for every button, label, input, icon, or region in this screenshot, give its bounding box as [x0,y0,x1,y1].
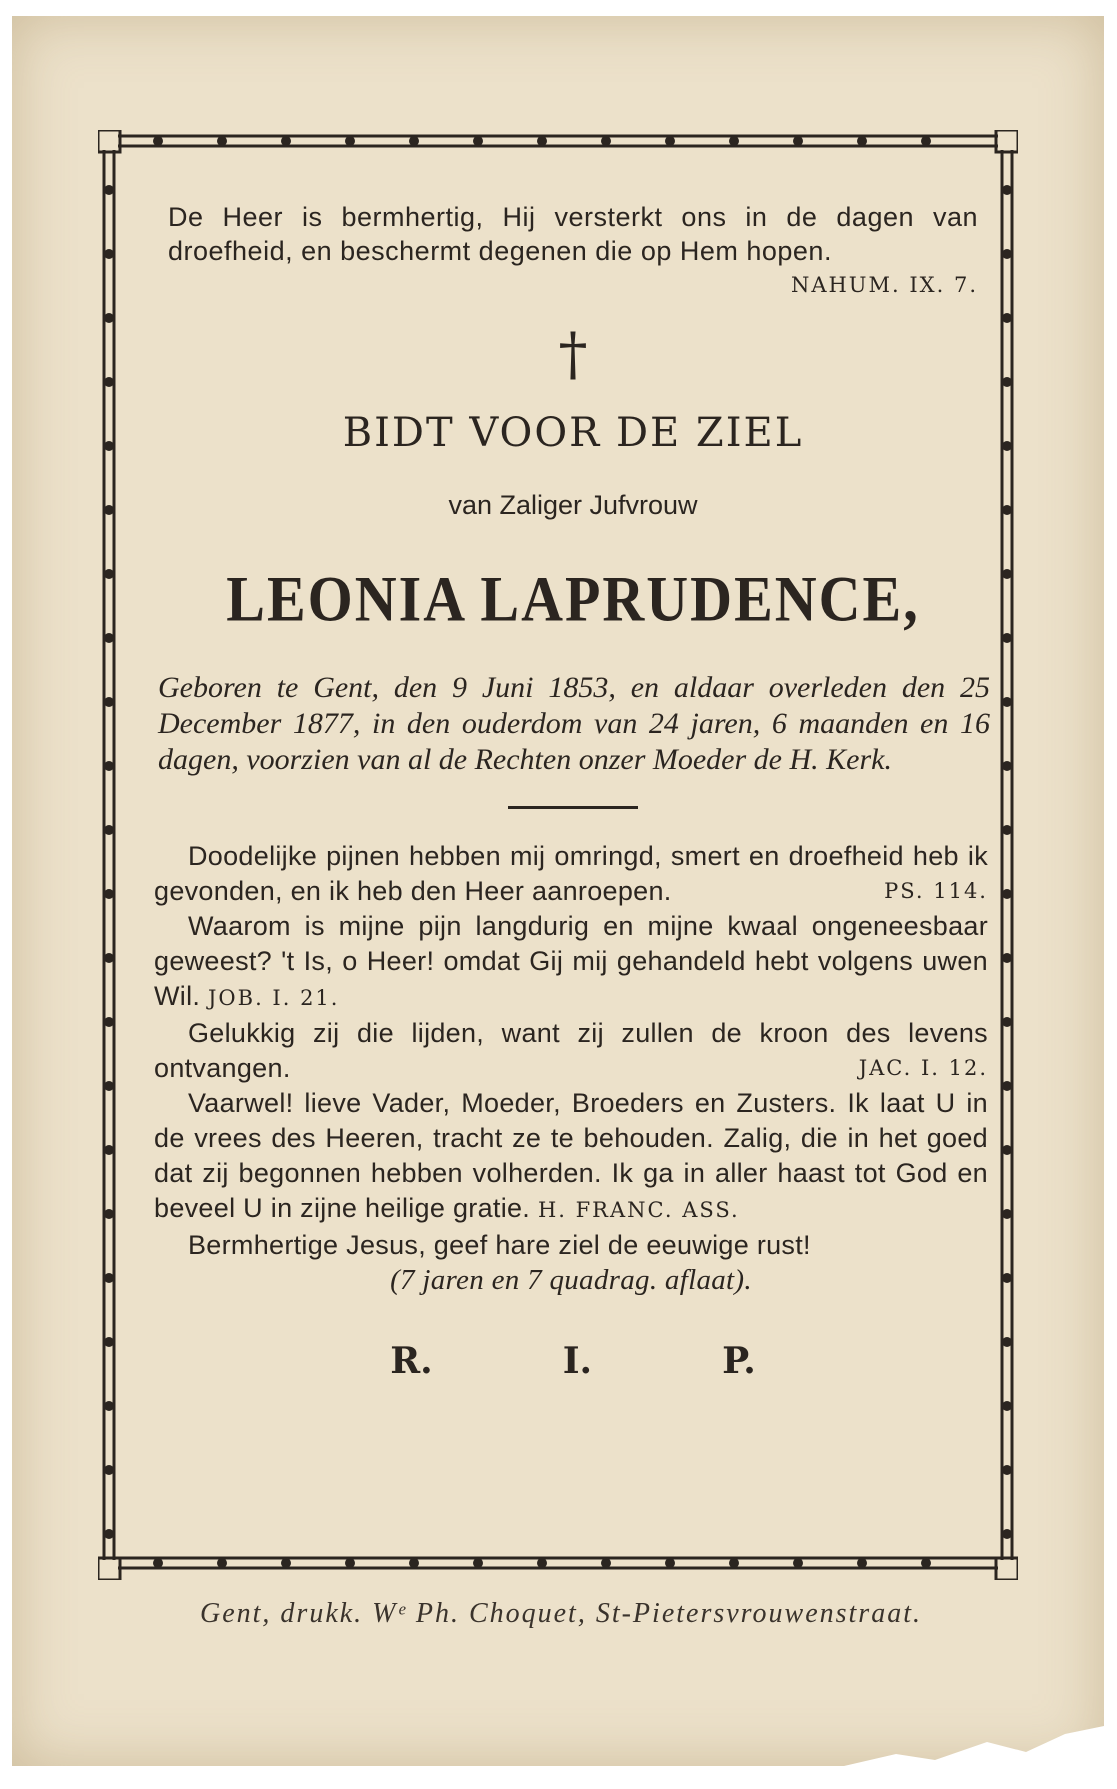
rip-letter: I. [562,1340,593,1382]
border-ornament [1002,313,1012,323]
border-ornament [1002,1401,1012,1411]
border-ornament [601,1558,611,1568]
border-ornament [104,1209,114,1219]
border-ornament [1002,441,1012,451]
cross-icon: † [558,320,588,388]
deceased-name: LEONIA LAPRUDENCE, [226,562,920,635]
rip-letter: R. [390,1340,433,1382]
border-ornament [104,249,114,259]
epigraph-reference: NAHUM. IX. 7. [790,273,978,297]
verses [154,839,988,1298]
border-ornament [104,761,114,771]
border-ornament [104,953,114,963]
border-ornament [104,441,114,451]
border-ornament [104,569,114,579]
border-ornament [104,377,114,387]
border-ornament [1002,697,1012,707]
border-ornament [1002,377,1012,387]
border-ornament [921,1558,931,1568]
border-ornament [104,505,114,515]
border-ornament [1002,1017,1012,1027]
border-ornament [217,136,227,146]
border-ornament [1002,1273,1012,1283]
border-ornament [1002,249,1012,259]
border-ornament [104,1337,114,1347]
border-ornament [537,1558,547,1568]
indulgence: (7 jaren en 7 quadrag. aflaat). [390,1264,752,1296]
verse: Bermhertige Jesus, geef hare ziel de eeuwige rust! [188,1230,811,1260]
border-ornament [1002,1465,1012,1475]
border-ornament [1002,569,1012,579]
border-ornament [665,1558,675,1568]
border-ornament [104,1401,114,1411]
border-ornament [104,1529,114,1539]
border-ornament [345,1558,355,1568]
rip-letter: P. [722,1340,756,1382]
border-ornament [1002,825,1012,835]
border-ornament [104,1145,114,1155]
border-ornament [729,136,739,146]
border-ornament [104,697,114,707]
border-ornament [1002,505,1012,515]
border-ornament [104,1017,114,1027]
verse: Waarom is mijne pijn langdurig en mijne kwaal ongeneesbaar geweest? 't Is, o Heer! omdat Gij mij gehandeld hebt volgens uwen Wil. JOB. I. 21. [154,911,988,1011]
verse-reference: JAC. I. 12. [858,1056,988,1080]
border-ornament [104,889,114,899]
border-ornament [281,136,291,146]
border-ornament [104,633,114,643]
border-ornament [793,136,803,146]
border-ornament [1002,185,1012,195]
border-ornament [921,136,931,146]
verse-reference: JOB. I. 21. [208,986,340,1010]
printer-imprint: Gent, drukk. Wᵉ Ph. Choquet, St-Pietersvrouwenstraat. [200,1598,922,1629]
border-ornament [153,1558,163,1568]
border-ornament [857,136,867,146]
border-ornament [473,136,483,146]
border-ornament [1002,1337,1012,1347]
verse-reference: H. FRANC. ASS. [537,1198,740,1222]
border-ornament [537,136,547,146]
border-ornament [1002,1529,1012,1539]
border-ornament [1002,1081,1012,1091]
border-ornament [1002,1209,1012,1219]
border-ornament [104,1465,114,1475]
border-ornament [153,136,163,146]
card-content [154,200,990,1382]
verse: Doodelijke pijnen hebben mij omringd, smert en droefheid heb ik gevonden, en ik heb den Heer aanroepen. PS. 114. [154,839,988,909]
subheading: van Zaliger Jufvrouw [448,490,698,520]
epigraph-text: De Heer is bermhertig, Hij versterkt ons in de dagen van droefheid, en beschermt degenen die op Hem hopen. [168,202,978,266]
verse: Gelukkig zij die lijden, want zij zullen de kroon des levens ontvangen. JAC. I. 12. [154,1016,988,1086]
border-ornament [473,1558,483,1568]
border-ornament [281,1558,291,1568]
verse-reference: PS. 114. [884,879,988,903]
border-ornament [217,1558,227,1568]
heading: BIDT VOOR DE ZIEL [342,410,804,456]
torn-edge [844,1726,1104,1766]
border-ornament [345,136,355,146]
border-ornament [1002,761,1012,771]
border-ornament [104,825,114,835]
epigraph [168,200,978,297]
border-ornament [409,1558,419,1568]
border-ornament [409,136,419,146]
border-ornament [1002,953,1012,963]
border-ornament [1002,1145,1012,1155]
border-ornament [665,136,675,146]
border-ornament [793,1558,803,1568]
border-ornament [857,1558,867,1568]
border-ornament [104,313,114,323]
border-ornament [729,1558,739,1568]
biography: Geboren te Gent, den 9 Juni 1853, en aldaar overleden den 25 December 1877, in den ouderdom van 24 jaren, 6 maanden en 16 dagen, voorzien van al de Rechten onzer Moeder de H. Kerk. [158,671,990,776]
border-ornament [104,1081,114,1091]
divider [508,806,638,809]
border-ornament [104,185,114,195]
border-ornament [1002,633,1012,643]
verse: Vaarwel! lieve Vader, Moeder, Broeders en Zusters. Ik laat U in de vrees des Heeren, tracht ze te behouden. Zalig, die in het goed dat zij begonnen hebben volherden. Ik ga in aller haast tot God en beveel U in zijne heilige gratie. H. FRANC. ASS. [154,1088,988,1223]
border-ornament [104,1273,114,1283]
border-ornament [601,136,611,146]
border-ornament [1002,889,1012,899]
rip [168,1340,978,1382]
